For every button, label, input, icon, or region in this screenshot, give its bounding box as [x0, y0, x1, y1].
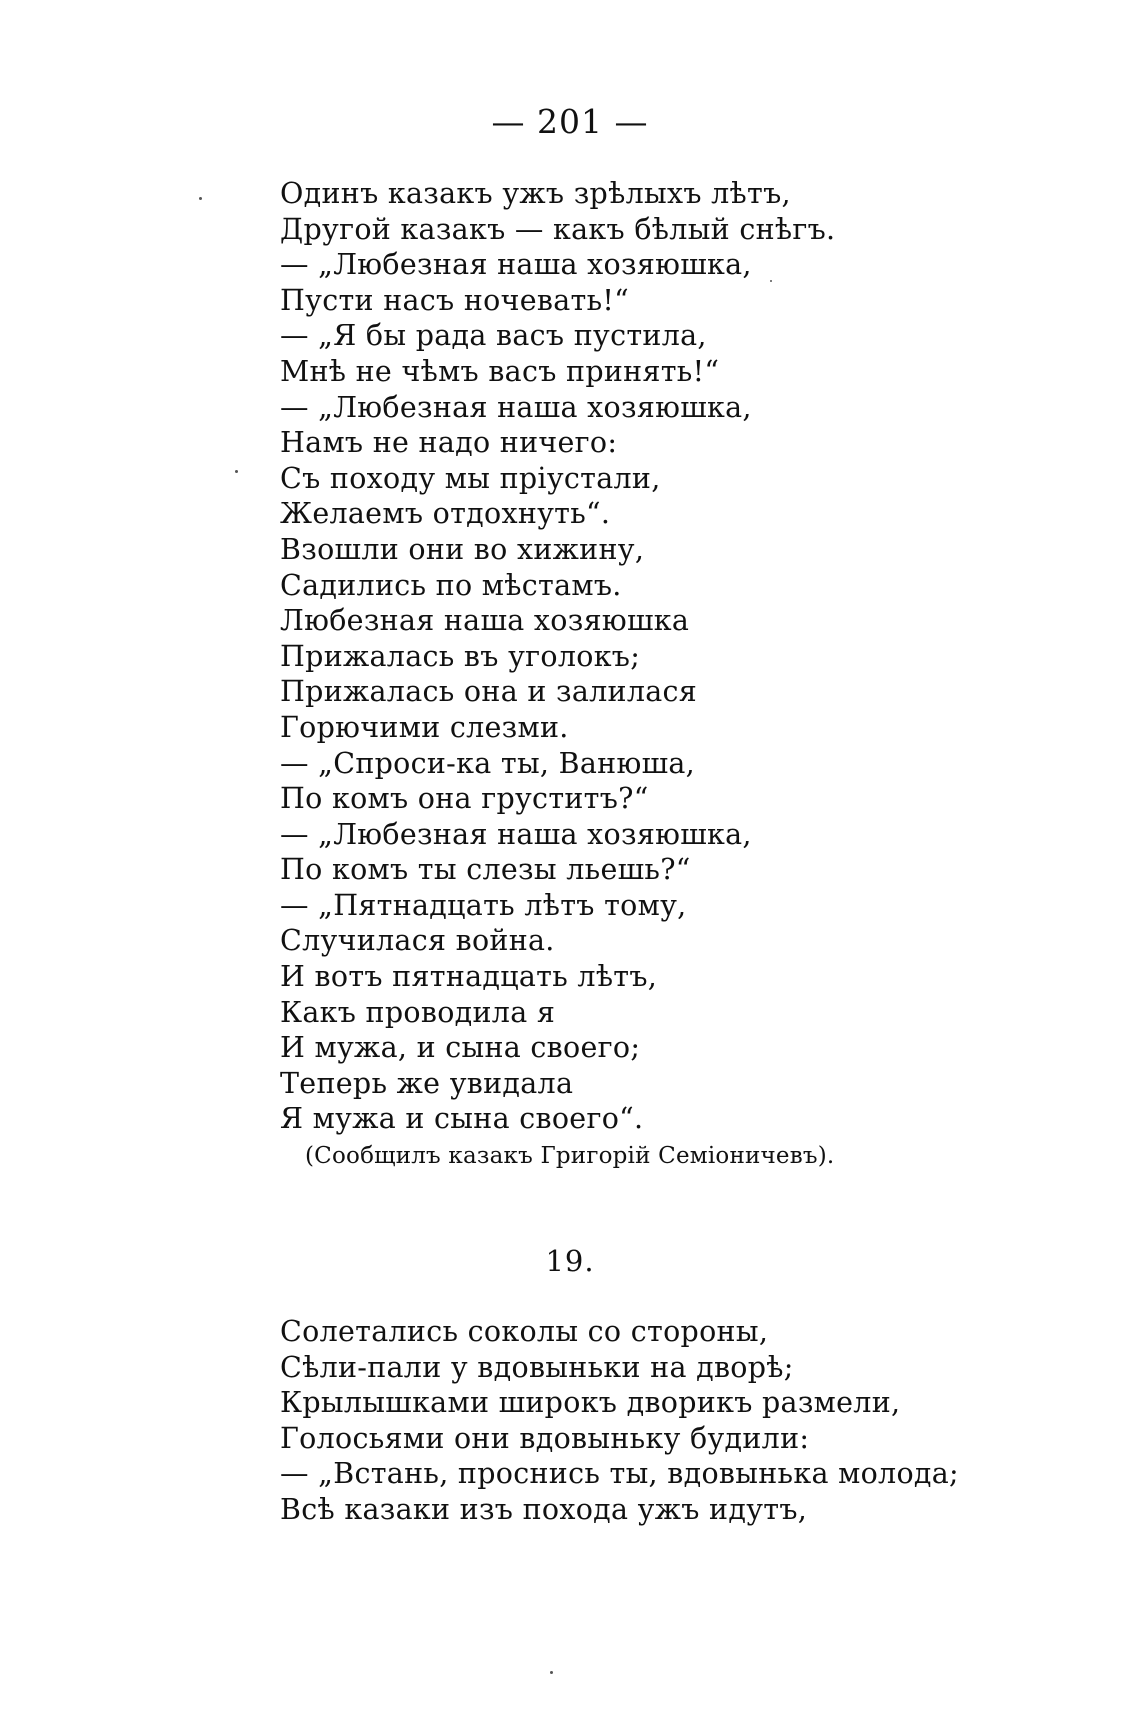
- print-speck: [235, 470, 238, 473]
- poem-line: Желаемъ отдохнуть“.: [280, 497, 611, 531]
- poem-line: Горючими слезми.: [280, 710, 569, 744]
- poem-line: Мнѣ не чѣмъ васъ принять!“: [280, 354, 720, 388]
- poem-line: Садились по мѣстамъ.: [280, 568, 622, 602]
- poem-line: Всѣ казаки изъ похода ужъ идутъ,: [280, 1492, 808, 1526]
- poem-line: По комъ она груститъ?“: [280, 782, 649, 816]
- poem-line: — „Спроси-ка ты, Ванюша,: [280, 746, 696, 780]
- poem-line: — „Любезная наша хозяюшка,: [280, 390, 752, 424]
- page-number: — 201 —: [491, 102, 649, 141]
- print-speck: [550, 1671, 553, 1674]
- poem-line: — „Я бы рада васъ пустила,: [280, 319, 707, 353]
- poem-18-stanza: [280, 176, 835, 1137]
- poem-line: Любезная наша хозяюшка: [280, 604, 690, 638]
- print-speck: [199, 197, 202, 200]
- poem-line: Сѣли-пали у вдовыньки на дворѣ;: [280, 1350, 794, 1384]
- poem-line: Прижалась въ уголокъ;: [280, 639, 641, 673]
- poem-line: Намъ не надо ничего:: [280, 426, 618, 460]
- poem-line: Случилася война.: [280, 924, 555, 958]
- poem-19-stanza: [280, 1314, 959, 1528]
- poem-line: Пусти насъ ночевать!“: [280, 283, 630, 317]
- print-speck: [770, 280, 772, 282]
- poem-line: — „Встань, проснись ты, вдовынька молода;: [280, 1457, 959, 1491]
- poem-line: Я мужа и сына своего“.: [280, 1102, 644, 1136]
- poem-line: И мужа, и сына своего;: [280, 1031, 641, 1065]
- poem-line: Взошли они во хижину,: [280, 532, 645, 566]
- poem-line: — „Пятнадцать лѣтъ тому,: [280, 888, 687, 922]
- poem-line: — „Любезная наша хозяюшка,: [280, 248, 752, 282]
- poem-line: Теперь же увидала: [280, 1066, 574, 1100]
- poem-line: Крылышками широкъ дворикъ размели,: [280, 1386, 901, 1420]
- poem-line: Прижалась она и залилася: [280, 675, 698, 709]
- poem-line: Одинъ казакъ ужъ зрѣлыхъ лѣтъ,: [280, 177, 791, 210]
- poem-line: Какъ проводила я: [280, 995, 556, 1029]
- poem-line: Солетались соколы со стороны,: [280, 1315, 769, 1348]
- poem-line: И вотъ пятнадцать лѣтъ,: [280, 960, 658, 994]
- section-number: 19.: [545, 1244, 595, 1278]
- attribution: (Сообщилъ казакъ Григорій Семіоничевъ).: [305, 1143, 835, 1169]
- poem-line: По комъ ты слезы льешь?“: [280, 853, 691, 887]
- poem-line: Другой казакъ — какъ бѣлый снѣгъ.: [280, 212, 836, 246]
- poem-line: — „Любезная наша хозяюшка,: [280, 817, 752, 851]
- poem-line: Съ походу мы пріустали,: [280, 461, 661, 495]
- poem-line: Голосьями они вдовыньку будили:: [280, 1421, 810, 1455]
